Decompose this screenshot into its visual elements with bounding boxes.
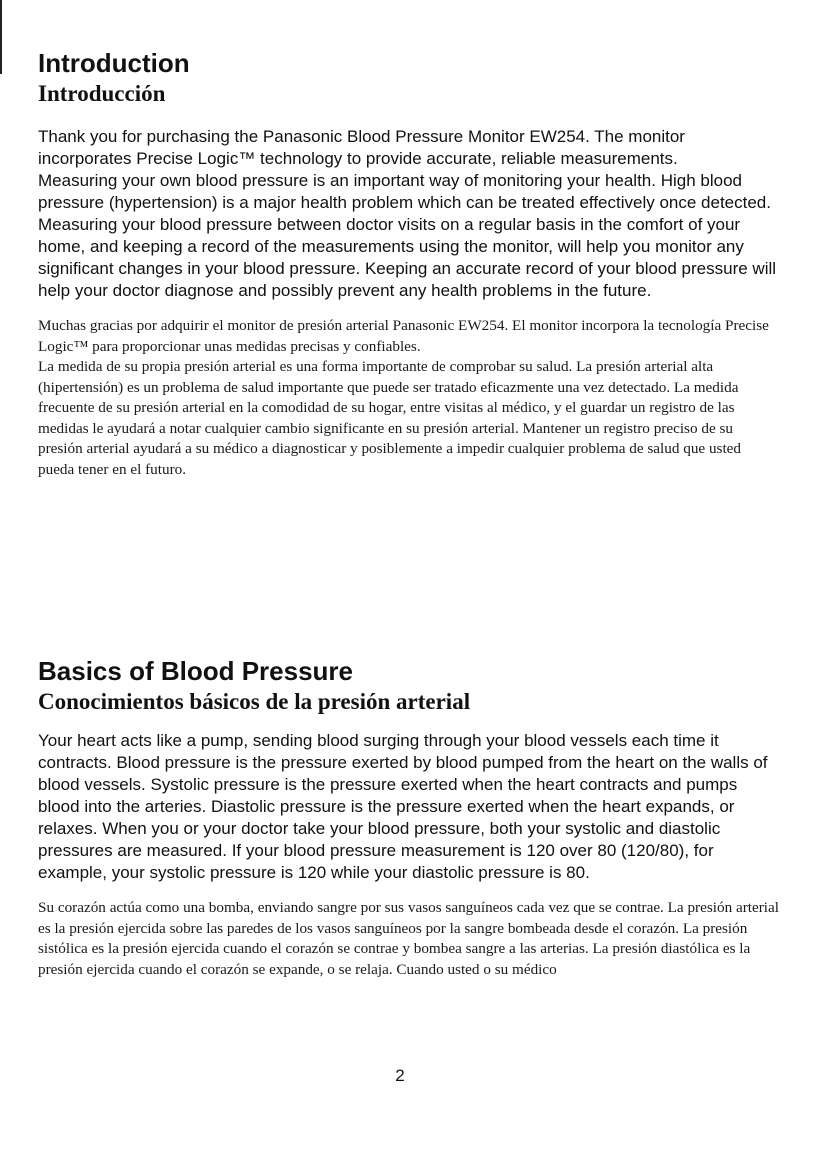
basics-spanish-paragraph: Su corazón actúa como una bomba, enviando sangre por sus vasos sanguíneos cada vez que se contrae. La presión arterial es la presión ejercida sobre las paredes de los vasos sanguíneos por la sangre bombeada desde el corazón. La presión sistólica es la presión ejercida cuando el corazón se contrae y bombea sangre a las arterias. La presión diastólica es la presión ejercida cuando el corazón se expande, o se relaja. Cuando usted o su médico xyxy=(38,899,779,978)
intro-spanish-paragraph-1: Muchas gracias por adquirir el monitor de presión arterial Panasonic EW254. El monitor incorpora la tecnología Precise Logic™ para proporcionar unas medidas precisas y confiables. xyxy=(38,317,769,355)
introduction-heading: Introduction xyxy=(38,48,190,78)
intro-english-paragraph-1: Thank you for purchasing the Panasonic Blood Pressure Monitor EW254. The monitor incorporates Precise Logic™ technology to provide accurate, reliable measurements. xyxy=(38,127,685,168)
basics-english-paragraph: Your heart acts like a pump, sending blood surging through your blood vessels each time it contracts. Blood pressure is the pressure exerted by blood pumped from the heart on the walls of blood vessels. Systolic pressure is the pressure exerted when the heart contracts and pumps blood into the arteries. Diastolic pressure is the pressure exerted when the heart expands, or relaxes. When you or your doctor take your blood pressure, both your systolic and diastolic pressures are measured. If your blood pressure measurement is 120 over 80 (120/80), for example, your systolic pressure is 120 while your diastolic pressure is 80. xyxy=(38,731,768,882)
intro-english-paragraph-2: Measuring your own blood pressure is an important way of monitoring your health. High blood pressure (hypertension) is a major health problem which can be treated effectively once detected. Measuring your blood pressure between doctor visits on a regular basis in the comfort of your home, and keeping a record of the measurements using the monitor, will help you monitor any significant changes in your blood pressure. Keeping an accurate record of your blood pressure will help your doctor diagnose and possibly prevent any health problems in the future. xyxy=(38,171,777,300)
intro-spanish-paragraph-2: La medida de su propia presión arterial es una forma importante de comprobar su salud. La presión arterial alta (hipertensión) es un problema de salud importante que puede ser tratado eficazmente una vez detectado. La medida frecuente de su presión arterial en la comodidad de su hogar, entre visitas al médico, y el guardar un registro de las medidas le ayudará a notar cualquier cambio significante en su presión arterial. Mantener un registro preciso de su presión arterial ayudará a su médico a diagnosticar y posiblemente a impedir cualquier problema de salud que usted pueda tener en el futuro. xyxy=(38,358,742,478)
introduction-section xyxy=(38,48,780,480)
conocimientos-heading: Conocimientos básicos de la presión arterial xyxy=(38,689,471,714)
basics-heading: Basics of Blood Pressure xyxy=(38,656,353,686)
basics-section xyxy=(38,656,780,980)
binding-edge-mark xyxy=(0,0,2,74)
introduccion-heading: Introducción xyxy=(38,81,166,106)
page-number: 2 xyxy=(395,1066,405,1085)
